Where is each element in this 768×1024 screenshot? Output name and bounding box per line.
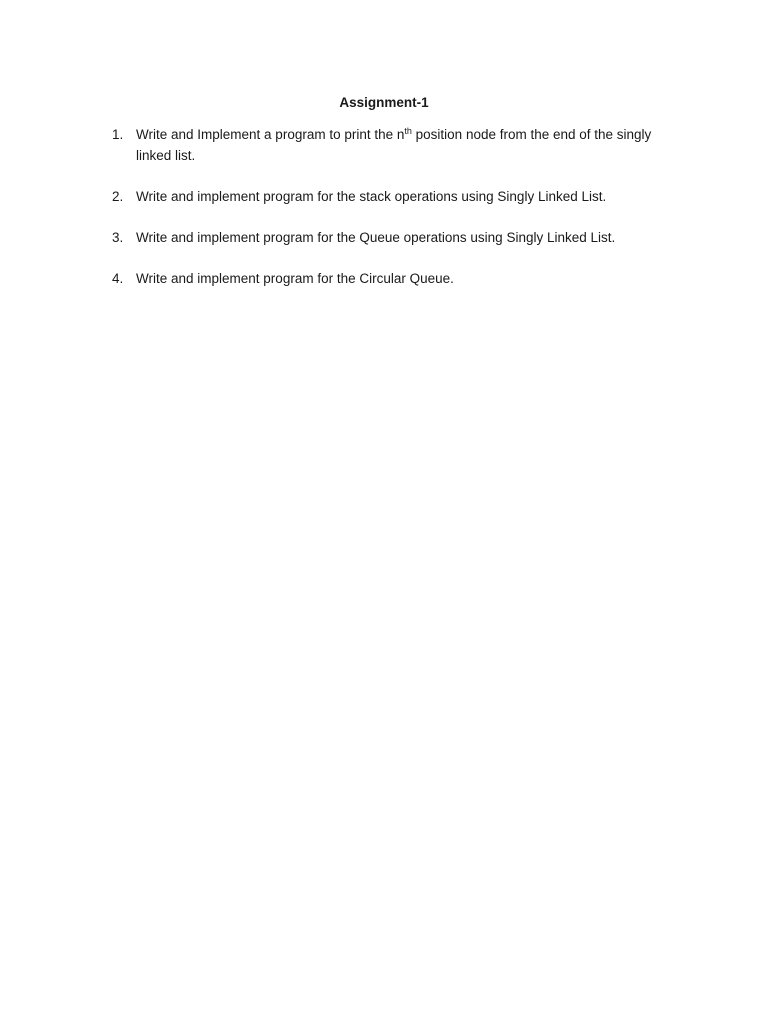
item-number: 4. [112,271,124,286]
item-number: 2. [112,189,124,204]
document-title: Assignment-1 [339,95,429,110]
item-text: Write and implement program for the Circular Queue. [136,271,454,286]
list-item [112,268,652,289]
list-item [112,186,652,207]
item-text: Write and implement program for the Queue operations using Singly Linked List. [136,230,616,245]
item-text: Write and Implement a program to print the $n^{th}$ position node from the end of the singly linked list. [136,126,652,163]
superscript: th [404,126,412,136]
list-item [112,124,652,166]
assignment-list [112,124,652,309]
item-text: Write and implement program for the stack operations using Singly Linked List. [136,189,607,204]
list-item [112,227,652,248]
item-number: 1. [112,127,124,142]
item-number: 3. [112,230,124,245]
